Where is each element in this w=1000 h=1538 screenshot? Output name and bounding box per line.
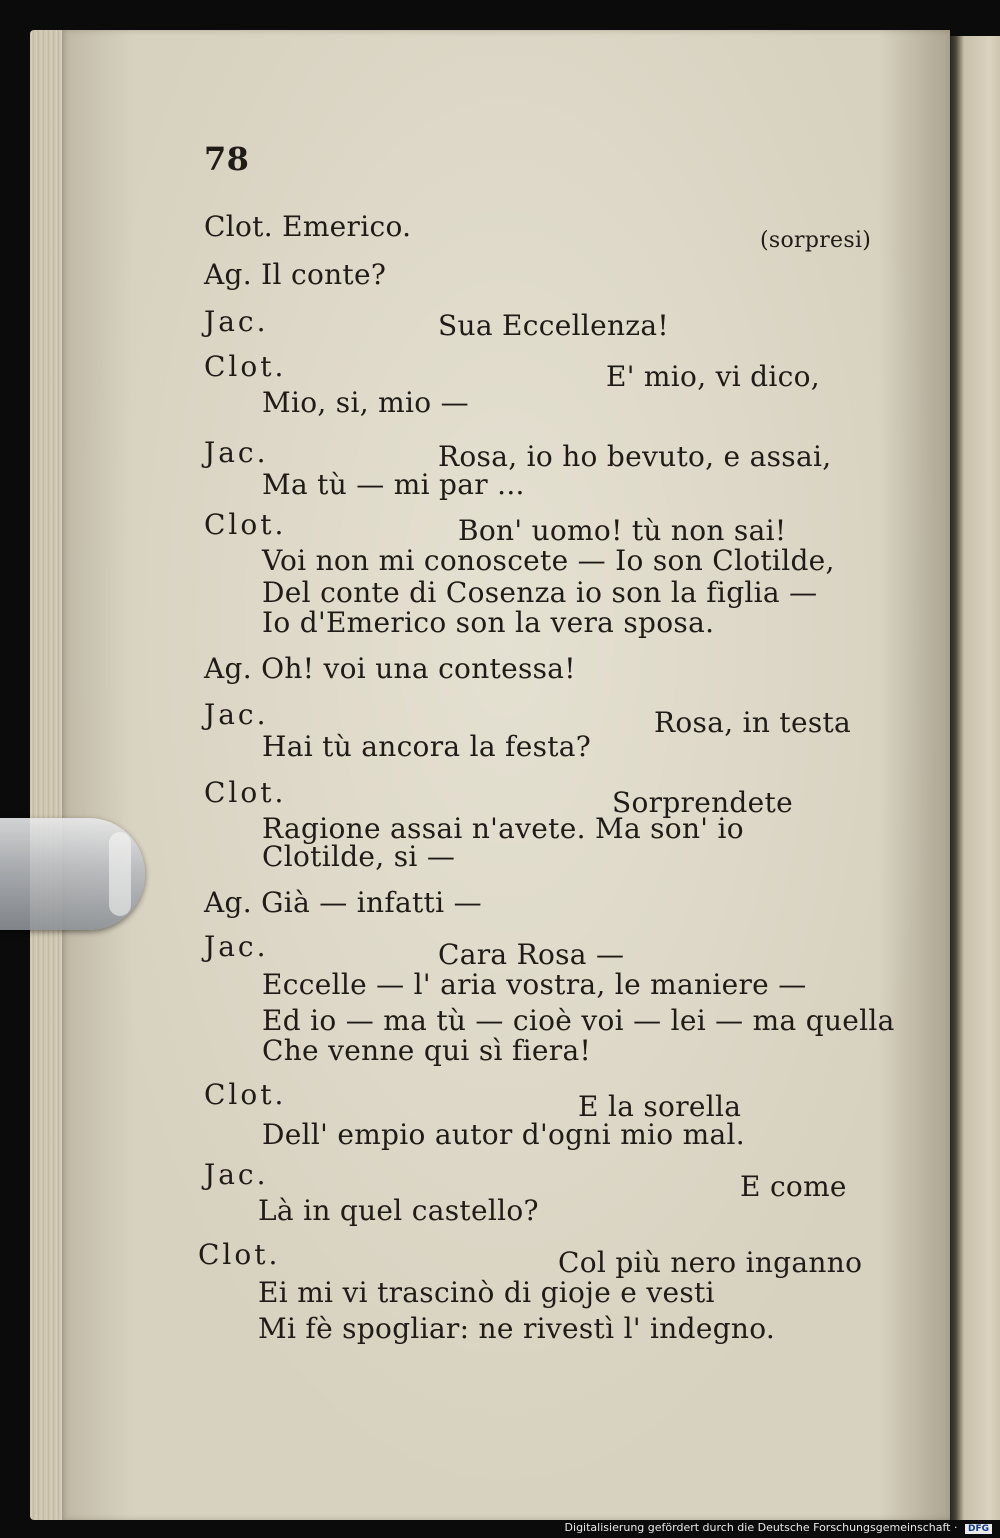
speaker: Clot.: [204, 776, 287, 809]
text-line: Io d'Emerico son la vera sposa.: [262, 606, 715, 639]
text-line: Là in quel castello?: [258, 1194, 539, 1227]
text-line: Eccelle — l' aria vostra, le maniere —: [262, 968, 807, 1001]
text-line: E la sorella: [578, 1090, 742, 1123]
text-line: Hai tù ancora la festa?: [262, 730, 592, 763]
speaker: Clot.: [204, 1078, 287, 1111]
text-line: Ag. Oh! voi una contessa!: [204, 652, 576, 685]
credit-text: Digitalisierung gefördert durch die Deutsche Forschungsgemeinschaft: [564, 1521, 951, 1534]
text-line: Sua Eccellenza!: [438, 309, 669, 342]
text-line: Ed io — ma tù — cioè voi — lei — ma quella: [262, 1004, 895, 1037]
text-line: Del conte di Cosenza io son la figlia —: [262, 576, 818, 609]
text-line: E' mio, vi dico,: [606, 360, 820, 393]
text-line: Rosa, in testa: [654, 706, 852, 739]
stage-direction: (sorpresi): [760, 228, 872, 253]
text-line: Voi non mi conoscete — Io son Clotilde,: [262, 544, 835, 577]
page-number: 78: [204, 140, 250, 178]
text-line: Bon' uomo! tù non sai!: [458, 514, 787, 547]
speaker: Clot.: [204, 508, 287, 541]
speaker: Jac.: [204, 1158, 269, 1191]
speaker: Jac.: [204, 698, 269, 731]
text-line: Che venne qui sì fiera!: [262, 1034, 592, 1067]
text-line: Sorprendete: [612, 786, 793, 819]
text-line: Ma tù — mi par ...: [262, 468, 525, 501]
text-line: Cara Rosa —: [438, 938, 625, 971]
speaker: Jac.: [204, 930, 269, 963]
text-line: Mi fè spogliar: ne rivestì l' indegno.: [258, 1312, 776, 1345]
text-line: Col più nero inganno: [558, 1246, 863, 1279]
speaker: Clot.: [198, 1238, 281, 1271]
text-line: Mio, si, mio —: [262, 386, 469, 419]
digitization-credit: Digitalisierung gefördert durch die Deutsche Forschungsgemeinschaft · DFG: [565, 1521, 992, 1534]
text-line: Ei mi vi trascinò di gioje e vesti: [258, 1276, 715, 1309]
text-line: Dell' empio autor d'ogni mio mal.: [262, 1118, 745, 1151]
dfg-logo: DFG: [965, 1524, 992, 1534]
speaker: Clot.: [204, 350, 287, 383]
text-line: Ag. Già — infatti —: [204, 886, 482, 919]
text-line: Rosa, io ho bevuto, e assai,: [438, 440, 832, 473]
text-line: Ragione assai n'avete. Ma son' io: [262, 812, 744, 845]
text-line: Clotilde, si —: [262, 840, 456, 873]
text-line: Ag. Il conte?: [204, 258, 387, 291]
text-line: Clot. Emerico.: [204, 210, 412, 243]
speaker: Jac.: [204, 305, 269, 338]
speaker: Jac.: [204, 436, 269, 469]
text-line: E come: [740, 1170, 847, 1203]
